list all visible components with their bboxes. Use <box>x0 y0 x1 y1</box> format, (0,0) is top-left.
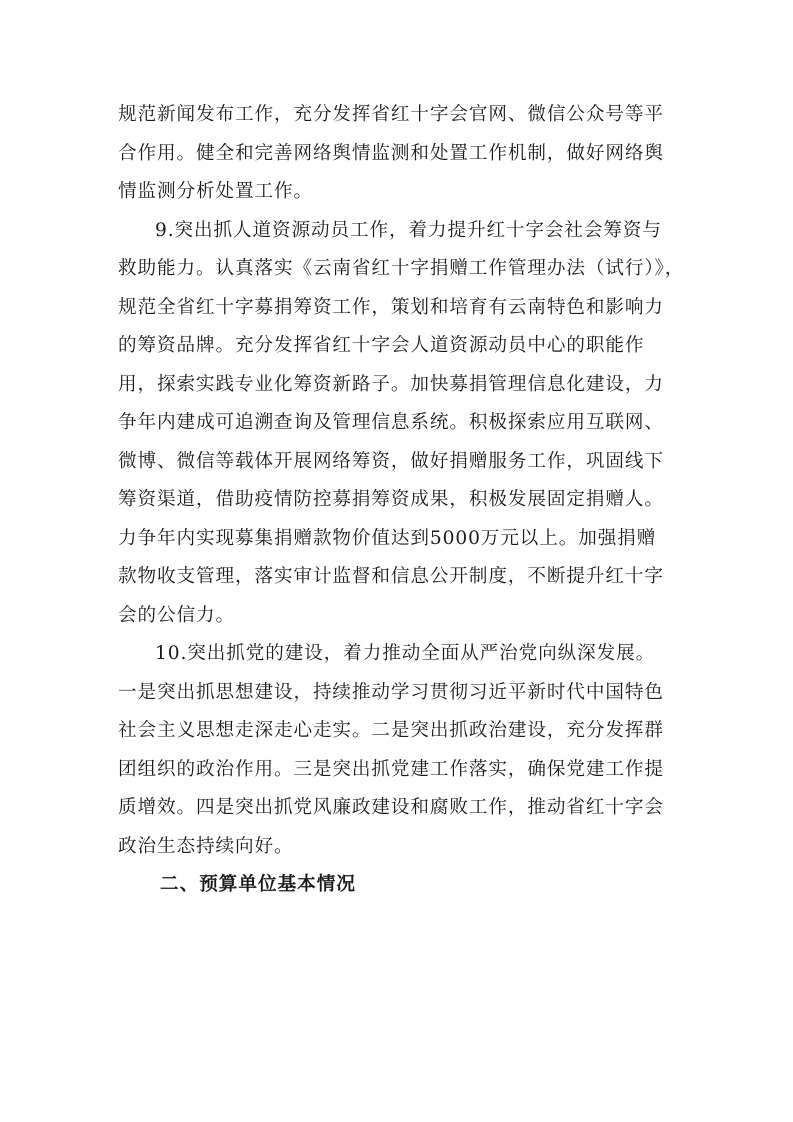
text-line: 争年内建成可追溯查询及管理信息系统。积极探索应用互联网、 <box>118 412 664 433</box>
text-line: 一是突出抓思想建设，持续推动学习贯彻习近平新时代中国特色 <box>118 681 664 703</box>
paragraph-item-9-fundraising <box>118 212 685 636</box>
text-line: 规范全省红十字募捐筹资工作，策划和培育有云南特色和影响力 <box>118 296 664 318</box>
text-line: 合作用。健全和完善网络舆情监测和处置工作机制，做好网络舆 <box>118 142 664 164</box>
text-line: 社会主义思想走深走心走实。二是突出抓政治建设，充分发挥群 <box>118 720 664 741</box>
text-line: 会的公信力。 <box>118 604 235 626</box>
section-heading: 二、预算单位基本情况 <box>160 874 356 895</box>
text-line: 团组织的政治作用。三是突出抓党建工作落实，确保党建工作提 <box>118 758 664 780</box>
text-line: 微博、微信等载体开展网络筹资，做好捐赠服务工作，巩固线下 <box>118 450 664 472</box>
paragraph-item-10-party-building <box>118 635 678 866</box>
text-line: 9.突出抓人道资源动员工作，着力提升红十字会社会筹资与 <box>155 219 662 241</box>
text-line: 质增效。四是突出抓党风廉政建设和腐败工作，推动省红十字会 <box>118 797 664 818</box>
text-line: 力争年内实现募集捐赠款物价值达到5000万元以上。加强捐赠 <box>118 527 657 549</box>
text-line: 筹资渠道，借助疫情防控募捐筹资成果，积极发展固定捐赠人。 <box>118 489 664 510</box>
text-line: 的筹资品牌。充分发挥省红十字会人道资源动员中心的职能作 <box>118 335 645 356</box>
text-line: 情监测分析处置工作。 <box>118 181 313 202</box>
text-line: 规范新闻发布工作，充分发挥省红十字会官网、微信公众号等平 <box>118 104 664 125</box>
text-line: 救助能力。认真落实《云南省红十字捐赠工作管理办法（试行）》， <box>118 258 685 279</box>
text-line: 款物收支管理，落实审计监督和信息公开制度，不断提升红十字 <box>118 566 664 587</box>
text-line: 10.突出抓党的建设，着力推动全面从严治党向纵深发展。 <box>155 643 656 664</box>
text-line: 用，探索实践专业化筹资新路子。加快募捐管理信息化建设，力 <box>118 373 664 395</box>
text-line: 政治生态持续向好。 <box>118 835 294 857</box>
paragraph-network-publicity <box>118 96 678 212</box>
document-page <box>118 96 685 905</box>
